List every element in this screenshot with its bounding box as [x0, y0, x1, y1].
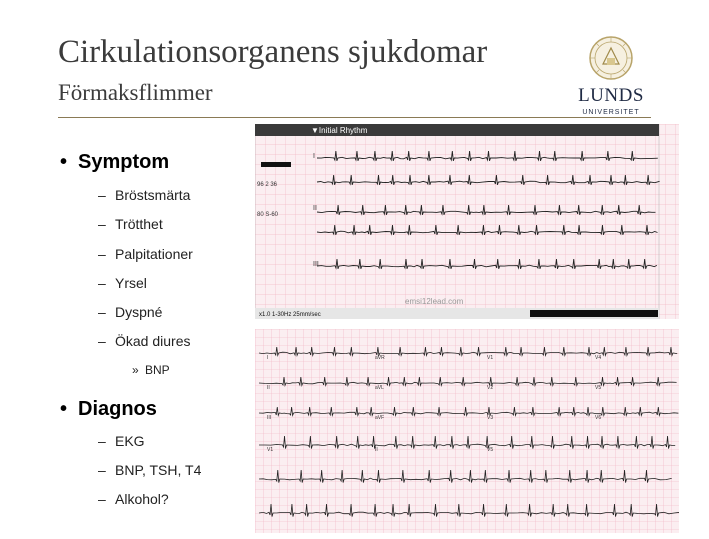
list-item-text: Bröstsmärta [115, 187, 191, 203]
ecg-lead-label: V6 [595, 415, 602, 421]
list-item-text: BNP, TSH, T4 [115, 462, 202, 478]
ecg-lead-label: aVR [375, 355, 385, 361]
ecg-lead-label: II [375, 447, 378, 453]
ecg-12-lead-image [255, 329, 679, 533]
slide-subtitle: Förmaksflimmer [58, 80, 213, 105]
seal-icon [589, 36, 633, 80]
list-item-text: Palpitationer [115, 246, 193, 262]
ecg-side-b: 80 S-60 [257, 212, 279, 218]
list-item-text: EKG [115, 433, 145, 449]
ecg-lead-II: II [313, 205, 317, 212]
sub-list-item-text: BNP [145, 363, 170, 377]
ecg-lead-label: V4 [595, 355, 602, 361]
ecg-side-a: 96 2 36 [257, 182, 278, 188]
ecg-footer-text: x1.0 1-30Hz 25mm/sec [259, 312, 321, 318]
ecg-watermark: emsi12lead.com [405, 297, 464, 306]
list-item-text: Dyspné [115, 304, 163, 320]
ecg-lead-label: aVL [375, 385, 384, 391]
ecg-lead-label: V1 [267, 447, 274, 453]
bullet-symptom-label: Symptom [78, 151, 170, 173]
university-logo [576, 36, 646, 120]
ecg-rhythm-strip-image [255, 124, 679, 319]
list-item-text: Ökad diures [115, 333, 191, 349]
ecg-lead-I: I [313, 153, 315, 160]
ecg-lead-label: aVF [375, 415, 385, 421]
list-item-text: Trötthet [115, 216, 163, 232]
ecg-header-text: ▼Initial Rhythm [311, 126, 368, 135]
title-divider [58, 117, 651, 118]
ecg-lead-label: I [267, 355, 269, 361]
logo-wordmark: LUNDS [578, 85, 644, 106]
ecg-lead-label: V2 [487, 385, 494, 391]
ecg-lead-III: III [313, 261, 319, 268]
ecg-lead-label: V3 [487, 415, 494, 421]
ecg-lead-label: II [267, 385, 270, 391]
slide-title: Cirkulationsorganens sjukdomar [58, 34, 488, 70]
list-item-text: Alkohol? [115, 491, 169, 507]
logo-subtitle: UNIVERSITET [582, 109, 640, 116]
ecg-lead-label: III [267, 415, 272, 421]
list-item-text: Yrsel [115, 275, 147, 291]
ecg-lead-label: V1 [487, 355, 494, 361]
bullet-diagnos-label: Diagnos [78, 398, 157, 420]
ecg-lead-label: V5 [487, 447, 494, 453]
ecg-lead-label: V5 [595, 385, 602, 391]
